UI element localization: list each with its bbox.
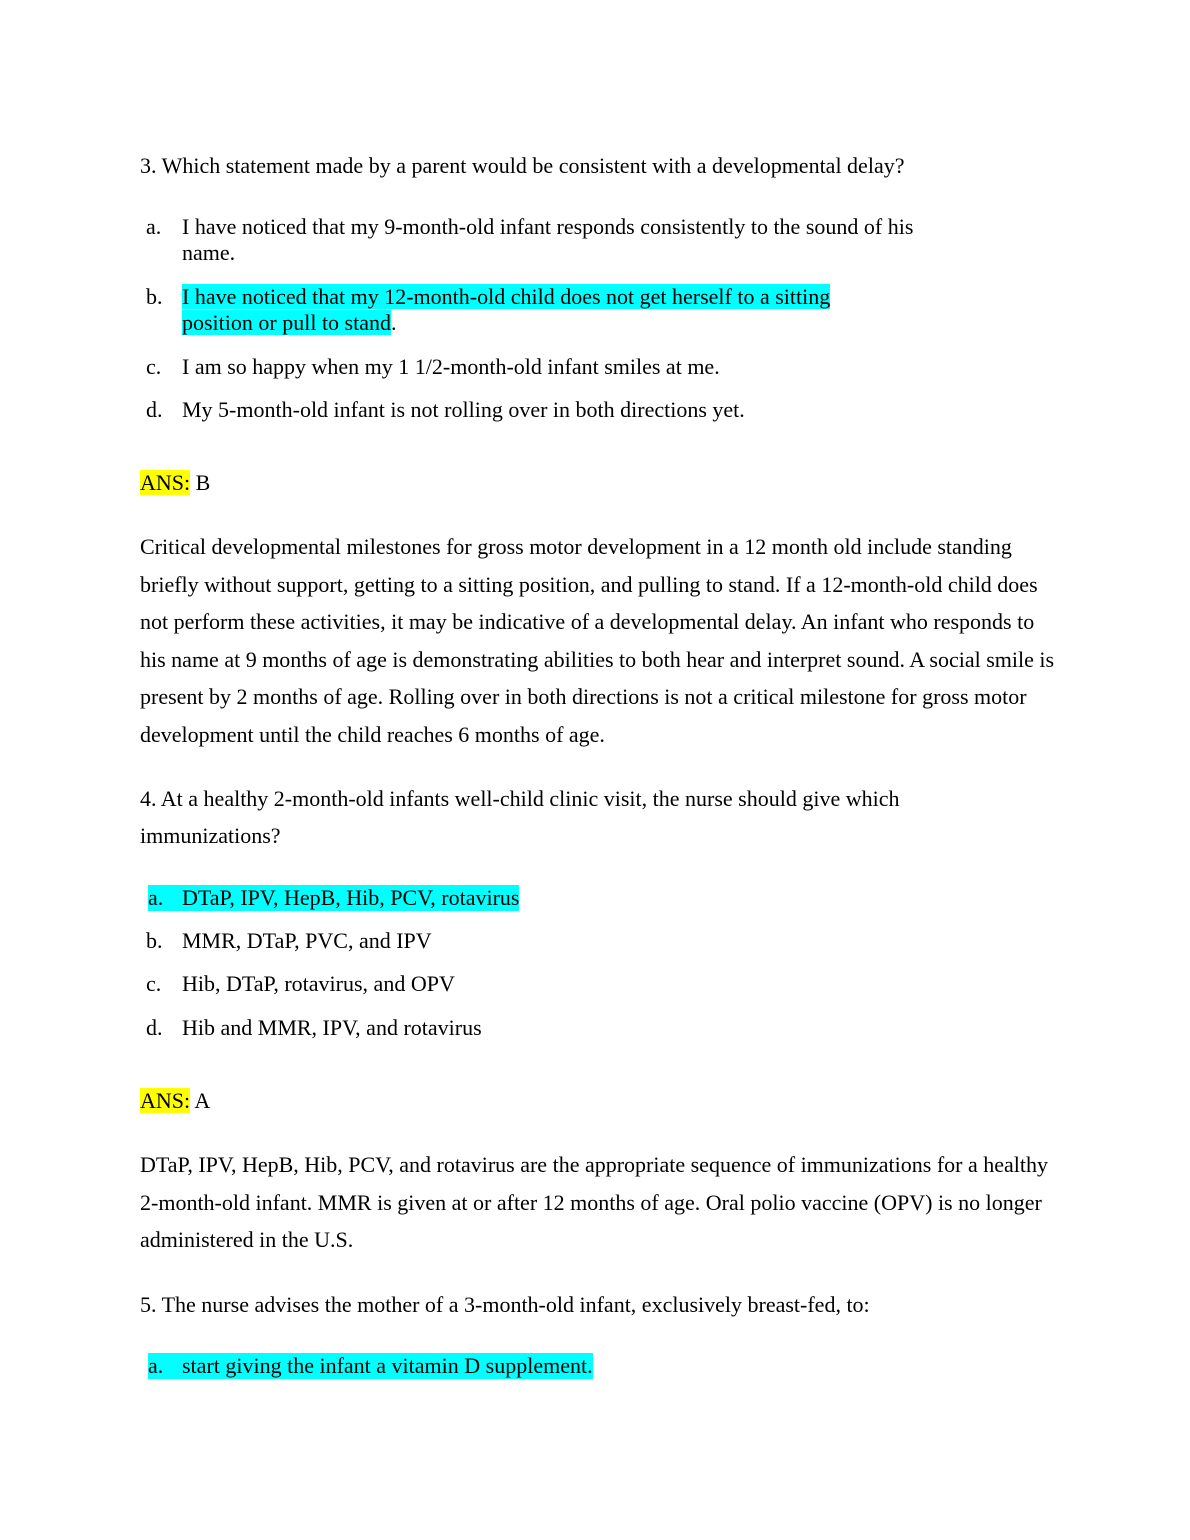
option-letter: c. bbox=[146, 354, 162, 379]
q4-rationale: DTaP, IPV, HepB, Hib, PCV, and rotavirus are the appropriate sequence of immunizations for a healthy 2-month-old infant. MMR is given at or after 12 months of age. Oral polio vaccine (OPV) is no longer administered in the U.S. bbox=[140, 1152, 1049, 1253]
q5-option-a bbox=[148, 1353, 948, 1379]
q4-answer bbox=[140, 1088, 210, 1114]
option-text: I am so happy when my 1 1/2-month-old infant smiles at me. bbox=[182, 354, 720, 379]
correct-answer-highlight bbox=[148, 885, 519, 911]
option-letter: a. bbox=[146, 214, 162, 239]
q3-answer bbox=[140, 470, 210, 496]
option-text: start giving the infant a vitamin D supplement. bbox=[182, 1353, 593, 1378]
option-text: MMR, DTaP, PVC, and IPV bbox=[182, 928, 432, 953]
question-3-stem: 3. Which statement made by a parent would be consistent with a developmental delay? bbox=[140, 153, 905, 178]
answer-value: A bbox=[194, 1088, 211, 1113]
q3-option-a bbox=[146, 214, 946, 266]
answer-label: ANS: bbox=[140, 1088, 191, 1113]
correct-answer-highlight: I have noticed that my 12-month-old child does not get herself to a sitting position or pull to stand bbox=[182, 284, 831, 335]
question-4-stem: 4. At a healthy 2-month-old infants well-child clinic visit, the nurse should give which immunizations? bbox=[140, 786, 900, 848]
option-text: Hib and MMR, IPV, and rotavirus bbox=[182, 1015, 482, 1040]
option-letter: a. bbox=[148, 885, 164, 910]
q3-option-b bbox=[146, 284, 946, 336]
q3-rationale: Critical developmental milestones for gross motor development in a 12 month old include standing briefly without support, getting to a sitting position, and pulling to stand. If a 12-month-old child does not perform these activities, it may be indicative of a developmental delay. An infant who responds to his name at 9 months of age is demonstrating abilities to both hear and interpret sound. A social smile is present by 2 months of age. Rolling over in both directions is not a critical milestone for gross motor development until the child reaches 6 months of age. bbox=[140, 534, 1055, 747]
correct-answer-highlight bbox=[148, 1353, 593, 1379]
option-text: Hib, DTaP, rotavirus, and OPV bbox=[182, 971, 455, 996]
answer-label: ANS: bbox=[140, 470, 191, 495]
option-text: My 5-month-old infant is not rolling over in both directions yet. bbox=[182, 397, 745, 422]
option-text: DTaP, IPV, HepB, Hib, PCV, rotavirus bbox=[182, 885, 520, 910]
option-letter: c. bbox=[146, 971, 162, 996]
q4-option-d bbox=[146, 1015, 946, 1041]
q4-option-a bbox=[148, 885, 948, 911]
q4-option-c bbox=[146, 971, 946, 997]
option-letter: d. bbox=[146, 1015, 163, 1040]
option-letter: d. bbox=[146, 397, 163, 422]
q3-option-c bbox=[146, 354, 946, 380]
q4-option-b bbox=[146, 928, 946, 954]
question-5-stem: 5. The nurse advises the mother of a 3-month-old infant, exclusively breast-fed, to: bbox=[140, 1292, 870, 1317]
answer-value: B bbox=[195, 470, 211, 495]
option-letter: b. bbox=[146, 284, 163, 309]
option-letter: b. bbox=[146, 928, 163, 953]
q3-option-d bbox=[146, 397, 946, 423]
option-text-correct: I have noticed that my 12-month-old child does not get herself to a sitting position or pull to stand. bbox=[182, 284, 831, 335]
option-letter: a. bbox=[148, 1353, 164, 1378]
option-text: I have noticed that my 9-month-old infant responds consistently to the sound of his name. bbox=[182, 214, 914, 265]
